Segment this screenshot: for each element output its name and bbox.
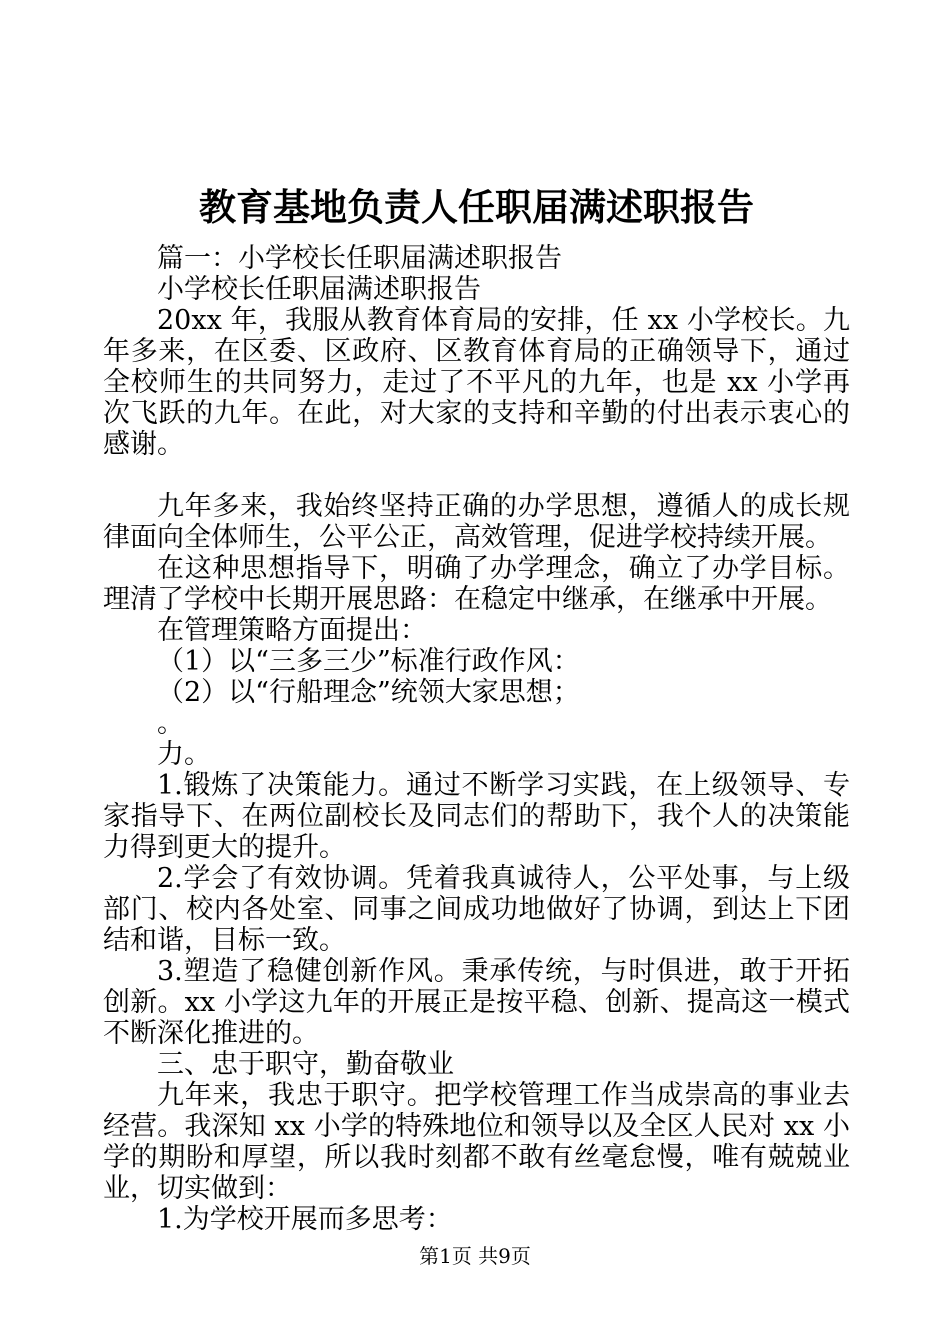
paragraph: 在管理策略方面提出： xyxy=(157,615,427,647)
paragraph: 篇一：小学校长任职届满述职报告 xyxy=(157,243,562,275)
paragraph: 力。 xyxy=(157,739,211,771)
page-number-label: 第1页 共9页 xyxy=(419,1244,531,1268)
paragraph: 三、忠于职守，勤奋敬业 xyxy=(157,1049,454,1081)
paragraph: （1）以“三多三少”标准行政作风： xyxy=(157,646,580,678)
paragraph: （2）以“行船理念”统领大家思想； xyxy=(157,677,580,709)
paragraph: 。 xyxy=(157,708,184,740)
paragraph: 3.塑造了稳健创新作风。秉承传统，与时俱进，敢于开拓创新。xx 小学这九年的开展正是按平稳、创新、提高这一模式不断深化推进的。 xyxy=(103,956,850,1050)
paragraph: 小学校长任职届满述职报告 xyxy=(157,274,481,306)
paragraph: 在这种思想指导下，明确了办学理念，确立了办学目标。理清了学校中长期开展思路：在稳定中继承，在继承中开展。 xyxy=(103,553,850,616)
paragraph: 2.学会了有效协调。凭着我真诚待人，公平处事，与上级部门、校内各处室、同事之间成功地做好了协调，到达上下团结和谐，目标一致。 xyxy=(103,863,850,957)
paragraph: 九年来，我忠于职守。把学校管理工作当成崇高的事业去经营。我深知 xx 小学的特殊地位和领导以及全区人民对 xx 小学的期盼和厚望，所以我时刻都不敢有丝毫怠慢，唯有兢兢业业，切实做到： xyxy=(103,1080,850,1205)
document-body xyxy=(103,243,850,1235)
page-footer xyxy=(0,1243,950,1269)
document-title: 教育基地负责人任职届满述职报告 xyxy=(199,185,754,229)
paragraph: 20xx 年，我服从教育体育局的安排，任 xx 小学校长。九年多来，在区委、区政府、区教育体育局的正确领导下，通过全校师生的共同努力，走过了不平凡的九年，也是 xx 小学再次飞跃的九年。在此，对大家的支持和辛勤的付出表示衷心的感谢。 xyxy=(103,305,850,461)
paragraph: 1.锻炼了决策能力。通过不断学习实践，在上级领导、专家指导下、在两位副校长及同志们的帮助下，我个人的决策能力得到更大的提升。 xyxy=(103,770,850,864)
paragraph xyxy=(103,460,850,491)
paragraph: 1.为学校开展而多思考： xyxy=(157,1204,453,1236)
paragraph: 九年多来，我始终坚持正确的办学思想，遵循人的成长规律面向全体师生，公平公正，高效管理，促进学校持续开展。 xyxy=(103,491,850,554)
